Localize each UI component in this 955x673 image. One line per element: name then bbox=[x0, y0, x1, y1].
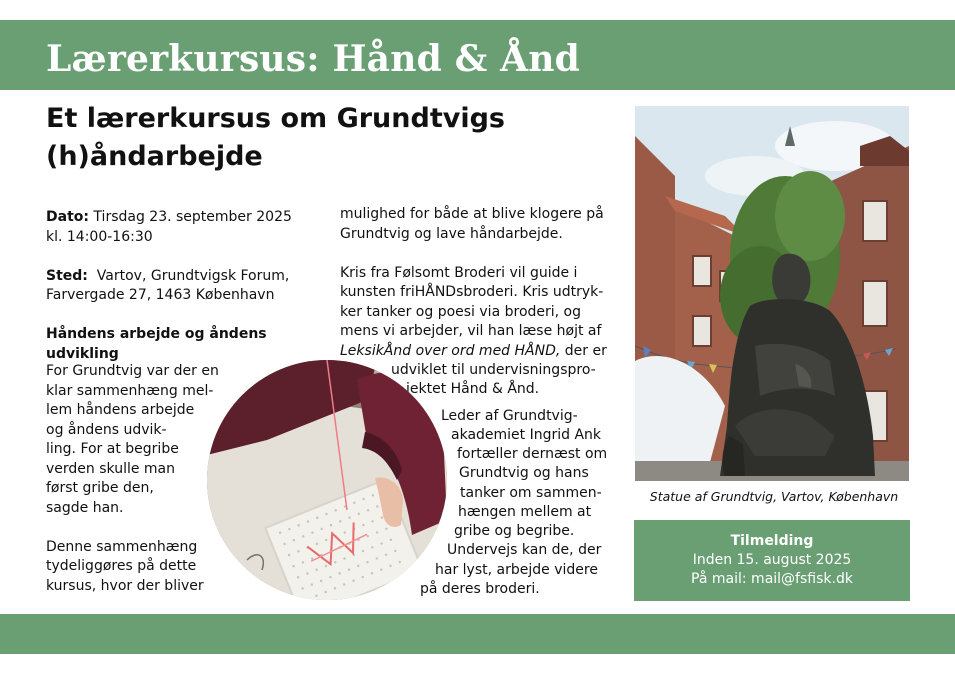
section-heading-line-2: udvikling bbox=[46, 345, 119, 362]
wrap-line: hængen mellem at bbox=[458, 504, 592, 520]
embroidery-illustration bbox=[207, 360, 447, 600]
col2-line: mens vi arbejder, vil han læse højt af bbox=[340, 323, 602, 339]
subtitle-line-1: Et lærerkursus om Grundtvigs bbox=[46, 103, 505, 134]
date-line bbox=[46, 208, 346, 228]
wrap-line: har lyst, arbejde videre bbox=[435, 562, 598, 578]
signup-box bbox=[634, 520, 910, 601]
embroidery-photo bbox=[207, 360, 447, 600]
signup-mail[interactable]: På mail: mail@fsfisk.dk bbox=[691, 571, 853, 587]
place-line bbox=[46, 267, 346, 287]
address-line: Farvergade 27, 1463 København bbox=[46, 287, 275, 303]
col2-line: mulighed for både at blive klogere på bbox=[340, 206, 604, 222]
signup-deadline: Inden 15. august 2025 bbox=[692, 552, 852, 568]
col2-line: ker tanker og poesi via broderi, og bbox=[340, 303, 582, 320]
wrap-line: Undervejs kan de, der bbox=[447, 542, 602, 558]
wrap-line: Leder af Grundtvig- bbox=[441, 408, 578, 424]
wrap-line: Grundtvig og hans bbox=[459, 465, 589, 481]
col1-line: og åndens udvik- bbox=[46, 421, 167, 438]
wrap-line: på deres broderi. bbox=[420, 581, 540, 597]
wrap-line: akademiet Ingrid Ank bbox=[451, 427, 602, 443]
book-title: LeksikÅnd over ord med HÅND, bbox=[340, 342, 561, 359]
statue-illustration bbox=[635, 106, 909, 481]
footer-band bbox=[0, 614, 955, 654]
wrap-line: fortæller dernæst om bbox=[457, 446, 608, 462]
event-info bbox=[46, 208, 346, 364]
col1-line: For Grundtvig var der en bbox=[46, 363, 219, 379]
header-band bbox=[0, 20, 955, 90]
col2-line: kunsten friHÅNDsbroderi. Kris udtryk- bbox=[340, 284, 604, 300]
date-value: Tirsdag 23. september 2025 bbox=[88, 209, 292, 225]
time-line: kl. 14:00-16:30 bbox=[46, 228, 153, 245]
col2-line: Kris fra Følsomt Broderi vil guide i bbox=[340, 264, 578, 281]
photo-caption: Statue af Grundtvig, Vartov, København bbox=[649, 489, 899, 504]
col1-line: først gribe den, bbox=[46, 480, 154, 496]
place-value: Vartov, Grundtvigsk Forum, bbox=[87, 267, 290, 284]
subtitle bbox=[46, 100, 606, 176]
wrap-line: gribe og begribe. bbox=[454, 523, 575, 539]
col2-line: Grundtvig og lave håndarbejde. bbox=[340, 225, 563, 242]
column-2-body bbox=[340, 205, 630, 361]
wrap-line: udviklet til undervisningspro- bbox=[391, 362, 596, 378]
col2-line: LeksikÅnd over ord med HÅND, der er bbox=[340, 342, 607, 359]
statue-photo bbox=[635, 106, 909, 481]
subtitle-line-2: (h)åndarbejde bbox=[46, 141, 263, 172]
col1-line: Denne sammenhæng bbox=[46, 538, 198, 555]
col1-line: verden skulle man bbox=[46, 460, 176, 477]
page-title: Lærerkursus: Hånd & Ånd bbox=[46, 38, 581, 80]
col1-line: ling. For at begribe bbox=[46, 441, 179, 457]
wrap-line: tanker om sammen- bbox=[460, 485, 602, 501]
place-label: Sted: bbox=[46, 267, 88, 284]
col1-line: klar sammenhæng mel- bbox=[46, 382, 214, 399]
date-label: Dato: bbox=[46, 209, 89, 225]
col1-line: sagde han. bbox=[46, 499, 124, 516]
col1-line: kursus, hvor der bliver bbox=[46, 577, 204, 594]
col1-line: tydeliggøres på dette bbox=[46, 558, 197, 574]
wrap-line: jektet Hånd & Ånd. bbox=[406, 381, 540, 397]
col1-line: lem håndens arbejde bbox=[46, 402, 195, 418]
signup-title: Tilmelding bbox=[730, 533, 814, 549]
section-heading-line-1: Håndens arbejde og åndens bbox=[46, 326, 267, 342]
section-heading bbox=[46, 325, 346, 364]
